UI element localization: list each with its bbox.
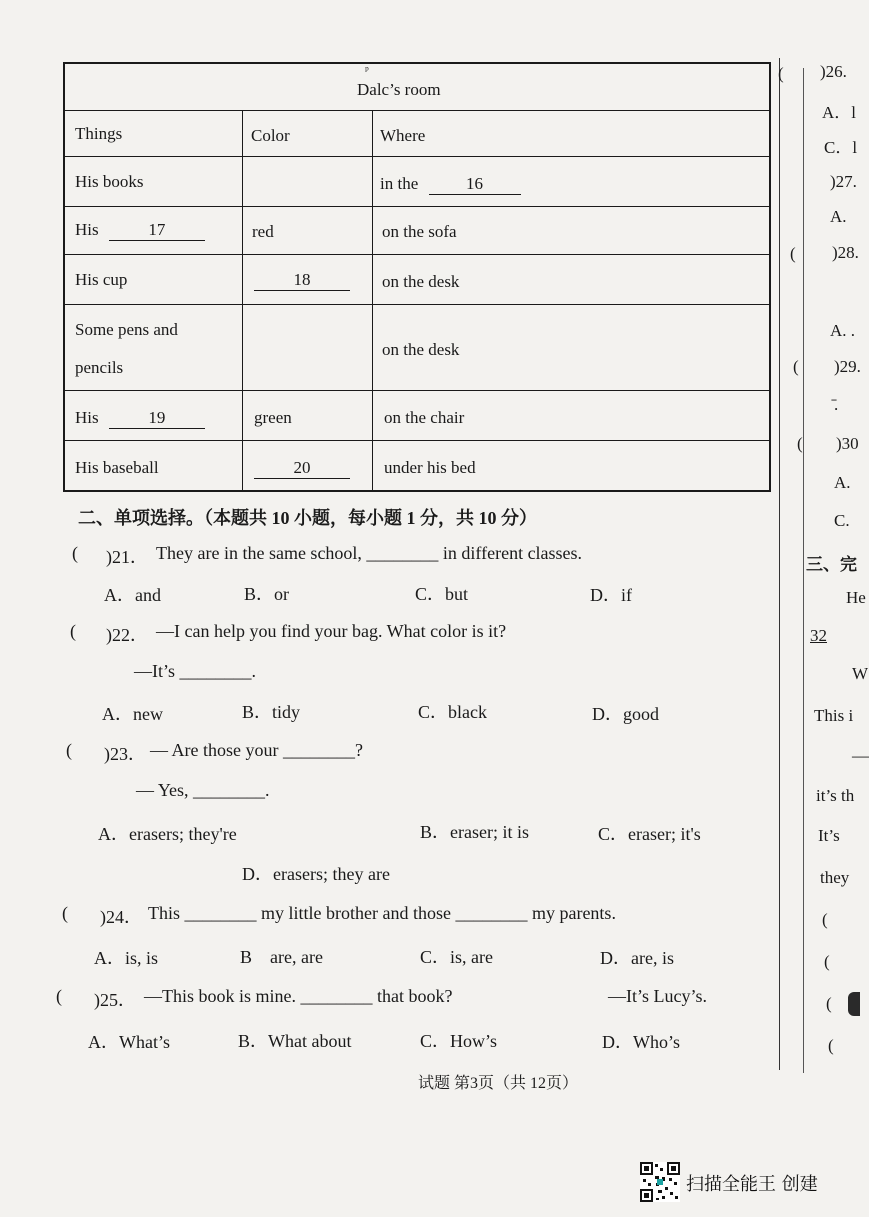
answer-blank: 17 [109,220,205,241]
table-cell-thing [75,408,205,429]
qr-code-icon [640,1162,680,1202]
question-fragment: )30 [836,434,859,453]
question-fragment: )27. [830,172,857,191]
option-b: B．or [244,584,289,604]
question-text: —This book is mine. ________ that book? [144,986,453,1006]
option-c: C．is, are [420,947,493,967]
answer-paren: ( [62,903,68,923]
table-cell-thing: His books [75,172,144,191]
header-things: Things [75,124,123,143]
option-c: C．black [418,702,487,722]
table-divider [372,110,373,490]
passage-fragment: It’s [818,826,840,845]
option-a: A．erasers; they're [98,824,237,844]
answer-paren: ( [797,434,803,453]
column-divider [803,68,804,1073]
answer-paren: ( [824,952,830,971]
question-number: )21． [106,547,148,567]
table-divider [65,440,769,441]
question-line2: —It’s ________. [134,661,257,681]
table-cell-where: under his bed [384,458,476,477]
where-prefix: in the [380,174,419,193]
table-cell-thing: His baseball [75,458,159,477]
option-a: A．is, is [94,948,159,968]
option-c: C．How’s [420,1031,498,1051]
table-cell-where: on the desk [382,272,460,291]
table-divider [242,110,243,490]
question-fragment: A．l [822,103,856,122]
question-number: )24． [100,907,142,927]
table-title: Dalc’s room [357,80,441,99]
thing-prefix: His [75,408,99,427]
option-c: C．but [415,584,469,604]
question-fragment: ̄. [834,395,839,414]
question-line2: — Yes, ________. [136,780,270,800]
table-divider [65,304,769,305]
answer-blank: 18 [254,270,350,291]
blank-number: 32 [810,626,827,645]
column-divider [779,58,780,1070]
table-cell-thing: pencils [75,358,124,377]
table-divider [65,110,769,111]
question-fragment: )28. [832,243,859,262]
question-fragment: A. [834,473,851,492]
option-c: C．eraser; it's [598,824,701,844]
table-cell-color [254,270,350,291]
option-b: B．tidy [242,702,301,722]
option-d: D．erasers; they are [242,864,390,884]
table-cell-color: green [254,408,292,427]
question-number: )25． [94,990,136,1010]
answer-paren: ( [822,910,828,929]
question-fragment: )29. [834,357,861,376]
answer-paren: ( [790,244,796,263]
table-divider [65,206,769,207]
header-where: Where [380,126,426,145]
section-fragment: 三、完 [806,555,857,574]
answer-paren: ( [56,986,62,1006]
table-cell-thing: Some pens and [75,320,178,339]
passage-fragment: it’s th [816,786,855,805]
option-a: A．new [102,704,163,724]
answer-paren: ( [72,543,78,563]
table-divider [65,254,769,255]
passage-fragment: He [846,588,866,607]
question-text: —I can help you find your bag. What color is it? [156,621,507,641]
question-text: They are in the same school, ________ in different classes. [156,543,583,563]
answer-blank: 16 [429,174,521,195]
option-b: B are, are [240,947,323,967]
answer-paren: ( [826,994,832,1013]
question-text: This ________ my little brother and those ________ my parents. [148,903,616,923]
option-d: D．good [592,704,659,724]
answer-blank: 19 [109,408,205,429]
section-heading: 二、单项选择。（本题共 10 小题，每小题 1 分，共 10 分） [78,508,537,528]
table-cell-thing: His cup [75,270,128,289]
table-cell-color [254,458,350,479]
answer-paren: ( [66,740,72,760]
option-b: B．What about [238,1031,352,1051]
passage-fragment: — [852,746,869,765]
thing-prefix: His [75,220,99,239]
table-cell-where: on the sofa [382,222,457,241]
option-d: D．if [590,585,632,605]
table-cell-color: red [252,222,274,241]
option-d: D．Who’s [602,1032,680,1052]
table-mark: ᵖ [365,63,369,77]
question-number: )22． [106,625,148,645]
table-cell-where: on the chair [384,408,465,427]
answer-paren: ( [778,64,784,83]
question-fragment: C. [834,511,850,530]
table-divider [65,156,769,157]
watermark-label: 扫描全能王 创建 [686,1174,818,1195]
question-fragment: )26. [820,62,847,81]
question-text: — Are those your ________? [150,740,363,760]
passage-fragment: This i [814,706,854,725]
answer-hint: —It’s Lucy’s. [608,986,707,1006]
passage-fragment: they [820,868,850,887]
table-cell-thing [75,220,205,241]
option-d: D．are, is [600,948,674,968]
answer-paren: ( [70,621,76,641]
table-cell-where [380,174,521,195]
table-cell-where: on the desk [382,340,460,359]
question-number: )23． [104,744,146,764]
room-table [63,62,771,492]
table-divider [65,390,769,391]
page-footer: 试题 第3页（共 12页） [418,1075,579,1092]
header-color: Color [251,126,290,145]
option-a: A．and [104,585,161,605]
question-fragment: C．l [824,138,858,157]
option-a: A．What’s [88,1032,170,1052]
question-fragment: A. [830,207,847,226]
question-fragment: A. . [830,321,856,340]
passage-fragment: W [852,664,869,683]
answer-blank: 20 [254,458,350,479]
scan-smudge [848,992,860,1016]
answer-paren: ( [793,357,799,376]
answer-paren: ( [828,1036,834,1055]
option-b: B．eraser; it is [420,822,529,842]
